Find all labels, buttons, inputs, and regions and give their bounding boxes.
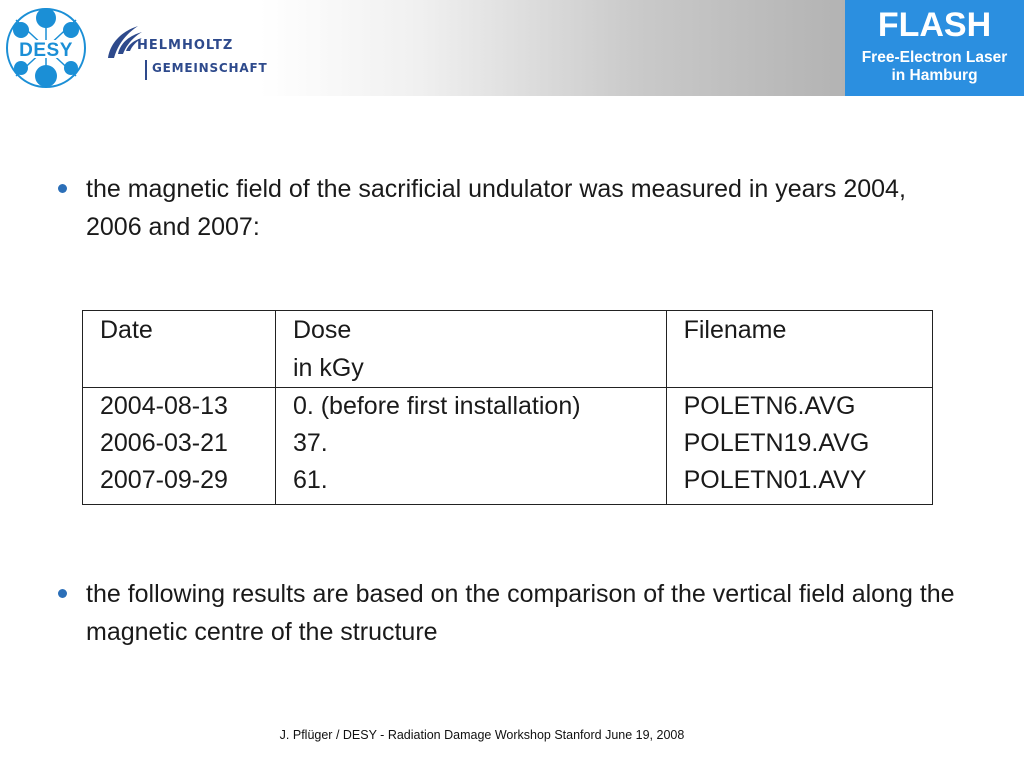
header-dose-line2: in kGy <box>292 354 364 382</box>
header-dose <box>275 311 666 388</box>
filename-cell <box>666 388 932 505</box>
flash-subtitle-line2: in Hamburg <box>891 67 978 84</box>
flash-subtitle-line1: Free-Electron Laser <box>861 49 1008 66</box>
table-cell-filename: POLETN6.AVG <box>683 392 856 420</box>
flash-logo-box <box>845 0 1024 96</box>
table-cell-dose: 0. (before first installation) <box>292 392 581 420</box>
helmholtz-wordmark-line2: GEMEINSCHAFT <box>152 61 268 75</box>
header-filename-label: Filename <box>683 316 787 344</box>
helmholtz-wordmark-line1: HELMHOLTZ <box>137 38 234 53</box>
bullet-text: the magnetic field of the sacrificial undulator was measured in years 2004, 2006 and 2007: <box>86 175 906 241</box>
desy-logo-text: DESY <box>19 40 73 61</box>
date-cell <box>83 388 276 505</box>
bullet-item-results <box>58 575 958 655</box>
bullet-item-measurement <box>58 170 958 250</box>
table-body-row <box>83 388 933 505</box>
table-cell-date: 2007-09-29 <box>100 466 228 494</box>
header-date-label: Date <box>100 316 153 344</box>
table-header-row <box>83 311 933 388</box>
header-date <box>83 311 276 388</box>
slide-footer <box>0 728 1024 742</box>
slide-header <box>0 0 1024 96</box>
measurement-table <box>82 310 933 505</box>
table-cell-date: 2004-08-13 <box>100 392 228 420</box>
bullet-text: the following results are based on the comparison of the vertical field along the magnetic centre of the structure <box>86 580 955 646</box>
helmholtz-divider <box>145 60 147 80</box>
table-cell-filename: POLETN19.AVG <box>683 429 870 457</box>
dose-cell <box>275 388 666 505</box>
table-cell-dose: 61. <box>292 466 328 494</box>
bullet-dot-icon <box>58 589 67 598</box>
header-dose-line1: Dose <box>292 316 352 344</box>
table-cell-filename: POLETN01.AVY <box>683 466 867 494</box>
table-cell-date: 2006-03-21 <box>100 429 228 457</box>
bullet-dot-icon <box>58 184 67 193</box>
desy-logo <box>4 4 88 92</box>
table-cell-dose: 37. <box>292 429 328 457</box>
header-filename <box>666 311 932 388</box>
flash-title: FLASH <box>877 6 992 44</box>
footer-text: J. Pflüger / DESY - Radiation Damage Workshop Stanford June 19, 2008 <box>279 728 685 742</box>
